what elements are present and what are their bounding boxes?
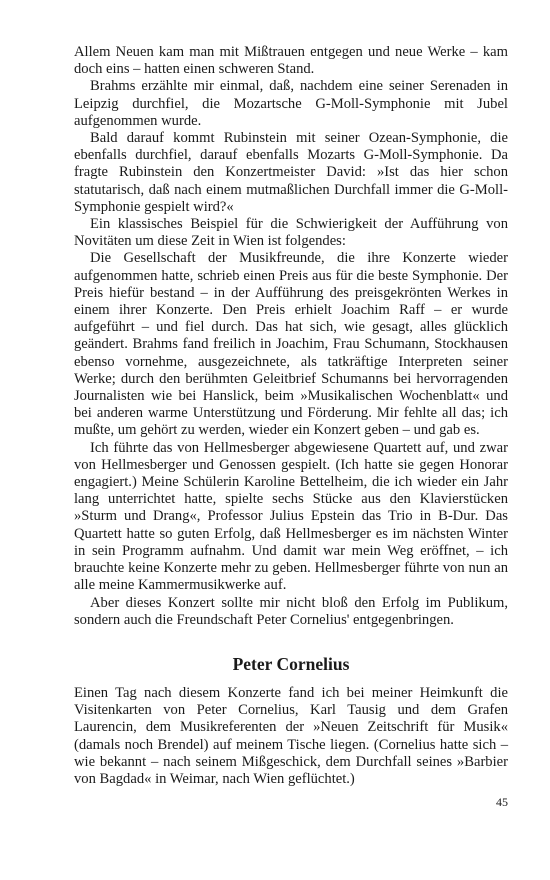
book-page xyxy=(74,44,508,788)
paragraph: Aber dieses Konzert sollte mir nicht bloß den Erfolg im Publikum, sondern auch die Freundschaft Peter Cornelius' entgegenbringen. xyxy=(74,594,508,628)
section-body xyxy=(74,685,508,788)
paragraph: Brahms erzählte mir einmal, daß, nachdem eine seiner Serenaden in Leipzig durchfiel, die Mozartsche G-Moll-Symphonie mit Jubel aufgenommen wurde. xyxy=(74,78,508,129)
section-body xyxy=(74,44,508,629)
section-heading: Peter Cornelius xyxy=(232,653,350,674)
paragraph: Ein klassisches Beispiel für die Schwierigkeit der Aufführung von Novitäten um diese Zeit in Wien ist folgendes: xyxy=(74,216,508,250)
paragraph: Einen Tag nach diesem Konzerte fand ich bei meiner Heimkunft die Visitenkarten von Peter Cornelius, Karl Tausig und dem Grafen Laurencin, dem Musikreferenten der »Neuen Zeitschrift für Musik« (damals noch Brendel) auf meinem Tische liegen. (Cornelius hatte sich – wie bekannt – nach seinem Mißgeschick, dem Durchfall seines »Barbier von Bagdad« in Weimar, nach Wien geflüchtet.) xyxy=(74,684,508,787)
paragraph: Ich führte das von Hellmesberger abgewiesene Quartett auf, und zwar von Hellmesberger und Genossen gespielt. (Ich hatte sie gegen Honorar engagiert.) Meine Schülerin Karoline Bettelheim, die ich wieder ein Jahr lang unterrichtet hatte, spielte sechs Stücke aus den Klavierstücken »Sturm und Drang«, Professor Julius Epstein das Trio in B-Dur. Das Quartett hatte so guten Erfolg, daß Hellmesberger es im nächsten Winter in sein Programm aufnahm. Und damit war mein Weg eröffnet, – ich brauchte keine Konzerte mehr zu geben. Hellmesberger führte von nun an alle meine Kammermusikwerke auf. xyxy=(74,439,508,594)
paragraph: Allem Neuen kam man mit Mißtrauen entgegen und neue Werke – kam doch eins – hatten einen schweren Stand. xyxy=(74,44,508,78)
paragraph: Bald darauf kommt Rubinstein mit seiner Ozean-Symphonie, die ebenfalls durchfiel, darauf ebenfalls Mozarts G-Moll-Symphonie. Da fragte Rubinstein den Konzertmeister David: »Ist das hier schon statutarisch, daß nach einem mutmaßlichen Durchfall immer die G-Moll-Symphonie gespielt wird?« xyxy=(74,130,508,215)
paragraph: Die Gesellschaft der Musikfreunde, die ihre Konzerte wieder aufgenommen hatte, schrieb einen Preis aus für die beste Symphonie. Der Preis hiefür bestand – in der Aufführung des preisgekrönten Werkes in einem ihrer Konzerte. Den Preis erhielt Joachim Raff – er wurde aufgeführt – und fiel durch. Das hat sich, wie gesagt, alles glücklich geändert. Brahms fand freilich in Joachim, Frau Schumann, Stockhausen ebenso vornehme, ausgezeichnete, als tatkräftige Interpreten seiner Werke; durch den berühmten Geleitbrief Schumanns bei hervorragenden Journalisten wie bei Hanslick, beim »Musikalischen Wochenblatt« und bei anderen warme Unterstützung und Förderung. Mir fehlte all das; ich mußte, um gehört zu werden, wieder ein Konzert geben – und gab es. xyxy=(74,250,508,439)
page-number: 45 xyxy=(496,795,508,809)
